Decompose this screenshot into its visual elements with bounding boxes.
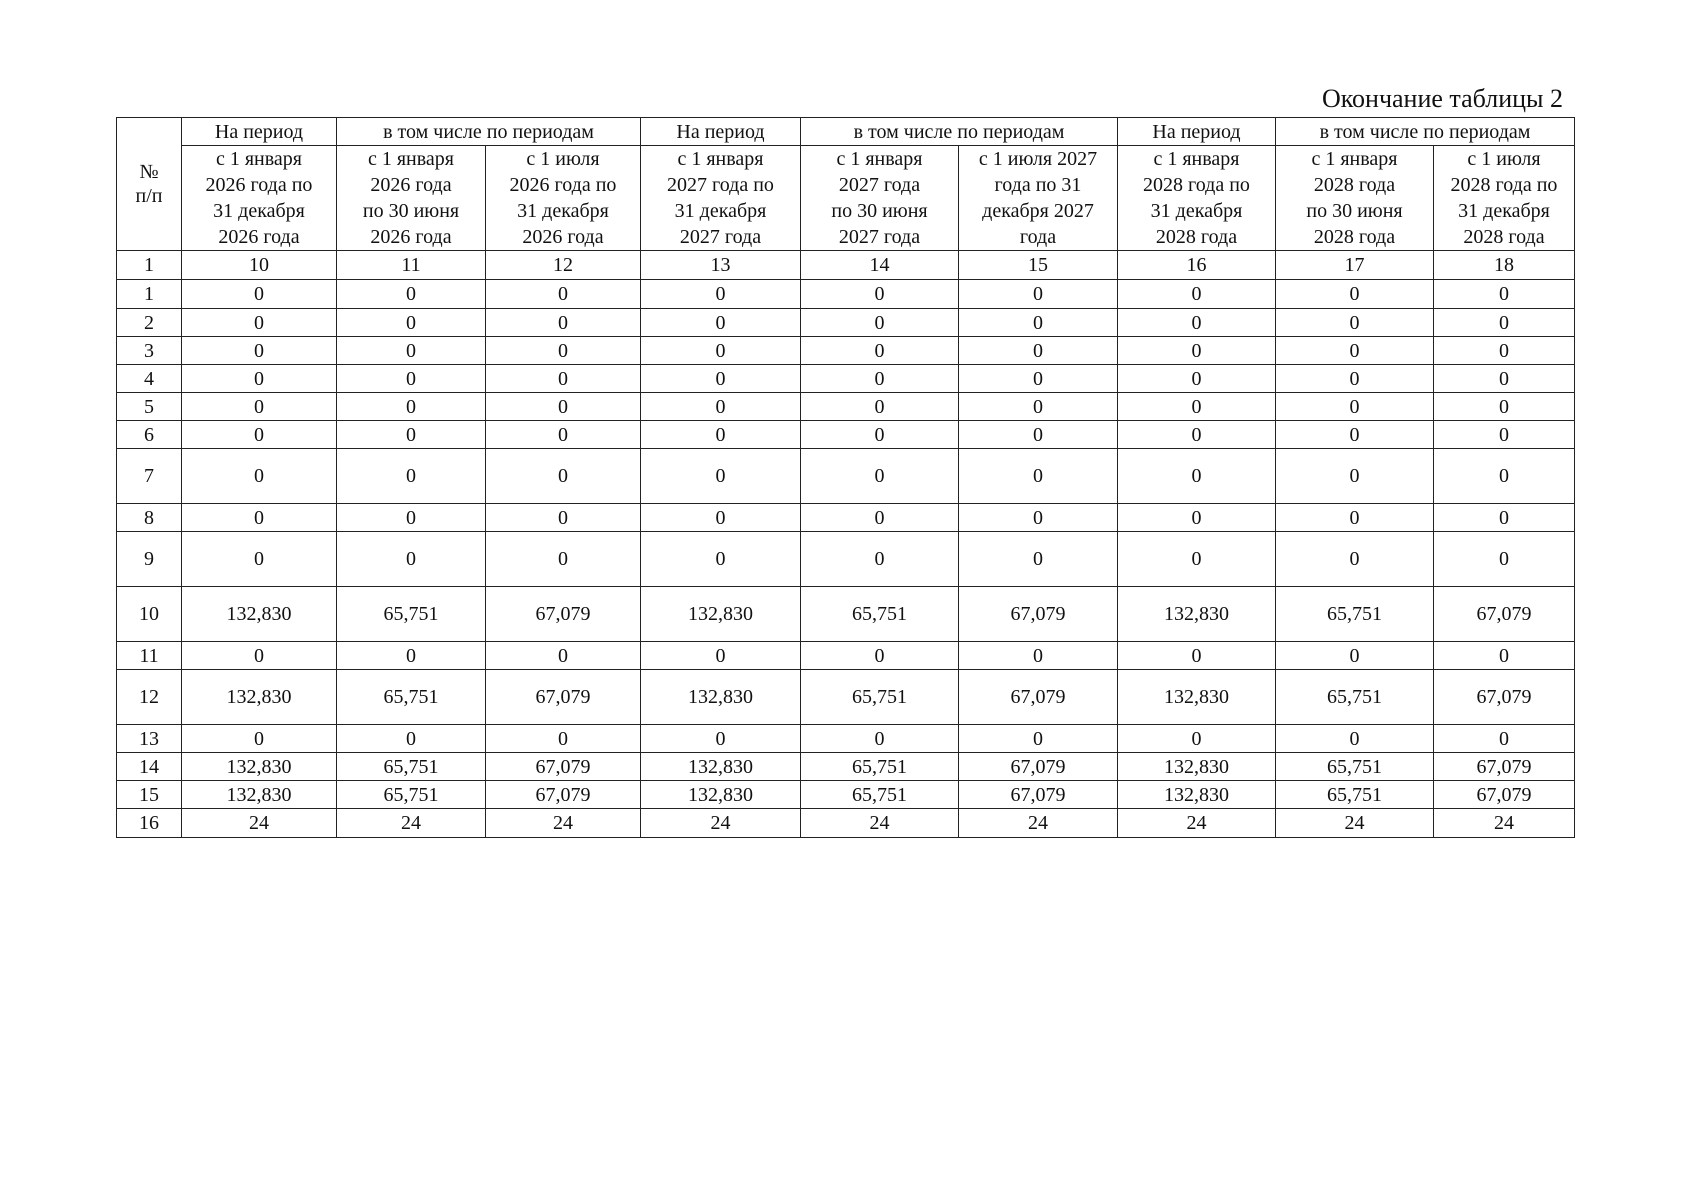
header-sub-title-2027: в том числе по периодам <box>801 118 1118 146</box>
value-cell: 132,830 <box>182 587 337 642</box>
column-number: 13 <box>641 251 801 280</box>
value-cell: 0 <box>801 337 959 365</box>
column-number: 12 <box>486 251 641 280</box>
column-number: 18 <box>1434 251 1575 280</box>
value-cell: 65,751 <box>1276 670 1434 725</box>
table-row <box>117 781 1575 809</box>
value-cell: 0 <box>959 642 1118 670</box>
header-line: с 1 июля <box>526 148 600 170</box>
value-cell: 0 <box>1118 725 1276 753</box>
header-line: 2027 года <box>838 174 921 196</box>
value-cell: 0 <box>1434 532 1575 587</box>
column-number: 16 <box>1118 251 1276 280</box>
header-line: 2026 года по <box>205 174 313 196</box>
header-2027-h1 <box>801 146 959 251</box>
value-cell: 65,751 <box>801 781 959 809</box>
header-line: по 30 июня <box>831 200 928 222</box>
value-cell: 0 <box>486 449 641 504</box>
value-cell: 132,830 <box>182 670 337 725</box>
row-number-cell: 5 <box>117 393 182 421</box>
value-cell: 0 <box>1118 449 1276 504</box>
value-cell: 65,751 <box>1276 753 1434 781</box>
value-cell: 67,079 <box>486 670 641 725</box>
value-cell: 0 <box>959 725 1118 753</box>
value-cell: 132,830 <box>1118 587 1276 642</box>
value-cell: 0 <box>486 337 641 365</box>
value-cell: 0 <box>1276 393 1434 421</box>
value-cell: 67,079 <box>1434 753 1575 781</box>
value-cell: 0 <box>182 280 337 309</box>
header-line: 31 декабря <box>517 200 609 222</box>
value-cell: 0 <box>801 504 959 532</box>
value-cell: 0 <box>1434 504 1575 532</box>
row-number-cell: 15 <box>117 781 182 809</box>
header-line: с 1 января <box>677 148 764 170</box>
value-cell: 0 <box>641 449 801 504</box>
value-cell: 0 <box>801 642 959 670</box>
value-cell: 65,751 <box>337 587 486 642</box>
table-body <box>117 280 1575 838</box>
header-num-col <box>117 118 182 251</box>
value-cell: 24 <box>641 809 801 838</box>
header-line: с 1 января <box>215 148 303 170</box>
table-row <box>117 365 1575 393</box>
value-cell: 0 <box>1118 642 1276 670</box>
value-cell: 132,830 <box>1118 670 1276 725</box>
value-cell: 65,751 <box>801 670 959 725</box>
value-cell: 0 <box>641 725 801 753</box>
value-cell: 0 <box>1434 393 1575 421</box>
value-cell: 132,830 <box>641 753 801 781</box>
header-line: 2026 года <box>522 226 604 248</box>
value-cell: 0 <box>1434 421 1575 449</box>
value-cell: 0 <box>1276 504 1434 532</box>
header-line: 2027 года <box>838 226 921 248</box>
value-cell: 65,751 <box>337 753 486 781</box>
value-cell: 0 <box>1276 421 1434 449</box>
value-cell: 0 <box>1276 449 1434 504</box>
value-cell: 0 <box>182 365 337 393</box>
value-cell: 132,830 <box>1118 781 1276 809</box>
table-caption: Окончание таблицы 2 <box>1321 84 1563 113</box>
value-cell: 0 <box>182 642 337 670</box>
value-cell: 65,751 <box>1276 587 1434 642</box>
value-cell: 132,830 <box>641 587 801 642</box>
value-cell: 65,751 <box>337 670 486 725</box>
row-number-cell: 9 <box>117 532 182 587</box>
value-cell: 0 <box>182 393 337 421</box>
row-number-cell: 12 <box>117 670 182 725</box>
header-total-2026 <box>182 146 337 251</box>
value-cell: 0 <box>801 280 959 309</box>
row-number-cell: 4 <box>117 365 182 393</box>
table-row <box>117 449 1575 504</box>
row-number-cell: 10 <box>117 587 182 642</box>
value-cell: 0 <box>182 725 337 753</box>
value-cell: 0 <box>641 421 801 449</box>
row-number-cell: 16 <box>117 809 182 838</box>
header-total-2026-top: На период <box>182 118 337 146</box>
value-cell: 67,079 <box>1434 781 1575 809</box>
value-cell: 0 <box>959 421 1118 449</box>
num-symbol: № <box>139 161 159 183</box>
value-cell: 0 <box>486 280 641 309</box>
column-number-row <box>117 251 1575 280</box>
header-total-2027 <box>641 146 801 251</box>
value-cell: 0 <box>337 280 486 309</box>
value-cell: 0 <box>182 449 337 504</box>
value-cell: 0 <box>1276 365 1434 393</box>
value-cell: 0 <box>959 504 1118 532</box>
header-line: 31 декабря <box>1150 200 1243 222</box>
row-number-cell: 14 <box>117 753 182 781</box>
value-cell: 24 <box>801 809 959 838</box>
header-line: 2026 года <box>370 174 452 196</box>
value-cell: 0 <box>337 365 486 393</box>
value-cell: 0 <box>337 642 486 670</box>
value-cell: 0 <box>486 642 641 670</box>
header-line: с 1 января <box>1153 148 1240 170</box>
value-cell: 65,751 <box>801 587 959 642</box>
value-cell: 0 <box>641 337 801 365</box>
table-row <box>117 809 1575 838</box>
value-cell: 24 <box>1434 809 1575 838</box>
value-cell: 24 <box>486 809 641 838</box>
row-number-cell: 1 <box>117 280 182 309</box>
value-cell: 67,079 <box>959 781 1118 809</box>
value-cell: 67,079 <box>1434 670 1575 725</box>
value-cell: 67,079 <box>1434 587 1575 642</box>
value-cell: 0 <box>959 280 1118 309</box>
header-total-2028 <box>1118 146 1276 251</box>
header-line: 2028 года <box>1313 226 1396 248</box>
value-cell: 0 <box>641 504 801 532</box>
value-cell: 0 <box>337 449 486 504</box>
value-cell: 0 <box>486 309 641 337</box>
value-cell: 0 <box>959 449 1118 504</box>
value-cell: 0 <box>337 532 486 587</box>
header-line: 31 декабря <box>213 200 305 222</box>
value-cell: 0 <box>1118 504 1276 532</box>
value-cell: 0 <box>337 337 486 365</box>
value-cell: 65,751 <box>801 753 959 781</box>
value-cell: 0 <box>1276 642 1434 670</box>
table-row <box>117 642 1575 670</box>
header-line: 2028 года <box>1313 174 1396 196</box>
value-cell: 0 <box>337 309 486 337</box>
value-cell: 0 <box>1118 309 1276 337</box>
column-number: 11 <box>337 251 486 280</box>
value-cell: 0 <box>641 309 801 337</box>
value-cell: 0 <box>1118 337 1276 365</box>
value-cell: 0 <box>486 504 641 532</box>
header-total-2028-top: На период <box>1118 118 1276 146</box>
value-cell: 67,079 <box>486 753 641 781</box>
value-cell: 24 <box>337 809 486 838</box>
value-cell: 0 <box>182 532 337 587</box>
header-line: 2028 года <box>1463 226 1545 248</box>
value-cell: 0 <box>337 725 486 753</box>
table-row <box>117 280 1575 309</box>
value-cell: 0 <box>486 532 641 587</box>
value-cell: 0 <box>959 365 1118 393</box>
value-cell: 67,079 <box>959 753 1118 781</box>
value-cell: 0 <box>486 725 641 753</box>
header-line: декабря 2027 <box>982 200 1094 222</box>
header-row-top <box>117 118 1575 146</box>
value-cell: 0 <box>959 393 1118 421</box>
value-cell: 0 <box>486 421 641 449</box>
value-cell: 0 <box>801 365 959 393</box>
header-line: по 30 июня <box>362 200 460 222</box>
row-number-cell: 13 <box>117 725 182 753</box>
value-cell: 0 <box>801 449 959 504</box>
value-cell: 0 <box>486 393 641 421</box>
header-row-sub <box>117 146 1575 251</box>
value-cell: 0 <box>337 504 486 532</box>
value-cell: 0 <box>1276 725 1434 753</box>
header-line: 2026 года <box>218 226 300 248</box>
value-cell: 0 <box>1118 421 1276 449</box>
value-cell: 0 <box>1434 725 1575 753</box>
value-cell: 0 <box>1118 280 1276 309</box>
header-total-2027-top: На период <box>641 118 801 146</box>
value-cell: 0 <box>1434 280 1575 309</box>
header-line: с 1 января <box>836 148 923 170</box>
header-line: с 1 января <box>367 148 455 170</box>
data-table <box>116 117 1575 838</box>
value-cell: 24 <box>1118 809 1276 838</box>
value-cell: 0 <box>182 337 337 365</box>
header-line: по 30 июня <box>1306 200 1403 222</box>
header-line: года <box>1019 226 1057 248</box>
header-line: с 1 июля <box>1467 148 1541 170</box>
value-cell: 0 <box>1118 532 1276 587</box>
table-row <box>117 532 1575 587</box>
row-number-cell: 7 <box>117 449 182 504</box>
value-cell: 132,830 <box>641 670 801 725</box>
value-cell: 24 <box>182 809 337 838</box>
header-sub-title-2026: в том числе по периодам <box>337 118 641 146</box>
header-2026-h1 <box>337 146 486 251</box>
value-cell: 0 <box>959 532 1118 587</box>
header-line: 2028 года по <box>1143 174 1250 196</box>
table-row <box>117 337 1575 365</box>
value-cell: 0 <box>182 504 337 532</box>
value-cell: 0 <box>1434 337 1575 365</box>
value-cell: 132,830 <box>641 781 801 809</box>
row-number-cell: 8 <box>117 504 182 532</box>
value-cell: 0 <box>641 393 801 421</box>
row-number-cell: 11 <box>117 642 182 670</box>
value-cell: 0 <box>1276 309 1434 337</box>
column-number: 15 <box>959 251 1118 280</box>
header-line: 2027 года <box>679 226 762 248</box>
value-cell: 0 <box>1434 365 1575 393</box>
value-cell: 0 <box>1276 337 1434 365</box>
value-cell: 0 <box>801 309 959 337</box>
header-line: 2028 года по <box>1450 174 1558 196</box>
value-cell: 24 <box>959 809 1118 838</box>
header-line: 2027 года по <box>667 174 774 196</box>
row-number-cell: 6 <box>117 421 182 449</box>
value-cell: 0 <box>182 421 337 449</box>
row-number-cell: 3 <box>117 337 182 365</box>
row-number-cell: 2 <box>117 309 182 337</box>
column-number: 10 <box>182 251 337 280</box>
value-cell: 0 <box>1276 532 1434 587</box>
column-number: 14 <box>801 251 959 280</box>
value-cell: 0 <box>959 309 1118 337</box>
table-row <box>117 587 1575 642</box>
value-cell: 0 <box>1118 365 1276 393</box>
column-number: 17 <box>1276 251 1434 280</box>
value-cell: 65,751 <box>1276 781 1434 809</box>
value-cell: 0 <box>1434 449 1575 504</box>
header-line: 2026 года <box>370 226 452 248</box>
value-cell: 65,751 <box>337 781 486 809</box>
value-cell: 0 <box>641 365 801 393</box>
value-cell: 132,830 <box>182 753 337 781</box>
column-number: 1 <box>117 251 182 280</box>
table-row <box>117 393 1575 421</box>
num-label: п/п <box>135 185 163 207</box>
value-cell: 0 <box>801 421 959 449</box>
value-cell: 67,079 <box>959 587 1118 642</box>
value-cell: 67,079 <box>486 781 641 809</box>
value-cell: 0 <box>641 642 801 670</box>
value-cell: 0 <box>337 393 486 421</box>
table-row <box>117 725 1575 753</box>
value-cell: 132,830 <box>182 781 337 809</box>
value-cell: 0 <box>337 421 486 449</box>
value-cell: 0 <box>1276 280 1434 309</box>
header-line: года по 31 <box>994 174 1082 196</box>
value-cell: 132,830 <box>1118 753 1276 781</box>
header-line: с 1 июля 2027 <box>978 148 1098 170</box>
table-row <box>117 753 1575 781</box>
value-cell: 0 <box>486 365 641 393</box>
table-row <box>117 421 1575 449</box>
table-row <box>117 670 1575 725</box>
header-line: 2028 года <box>1155 226 1238 248</box>
value-cell: 0 <box>801 725 959 753</box>
value-cell: 0 <box>641 532 801 587</box>
value-cell: 67,079 <box>486 587 641 642</box>
header-line: 2026 года по <box>509 174 617 196</box>
value-cell: 0 <box>1434 642 1575 670</box>
value-cell: 67,079 <box>959 670 1118 725</box>
header-sub-title-2028: в том числе по периодам <box>1276 118 1575 146</box>
header-line: с 1 января <box>1311 148 1398 170</box>
value-cell: 0 <box>641 280 801 309</box>
table-row <box>117 504 1575 532</box>
value-cell: 0 <box>1434 309 1575 337</box>
value-cell: 24 <box>1276 809 1434 838</box>
header-2028-h2 <box>1434 146 1575 251</box>
value-cell: 0 <box>801 532 959 587</box>
header-line: 31 декабря <box>674 200 767 222</box>
table-row <box>117 309 1575 337</box>
value-cell: 0 <box>959 337 1118 365</box>
header-2028-h1 <box>1276 146 1434 251</box>
header-2026-h2 <box>486 146 641 251</box>
value-cell: 0 <box>182 309 337 337</box>
value-cell: 0 <box>1118 393 1276 421</box>
header-line: 31 декабря <box>1458 200 1550 222</box>
header-2027-h2 <box>959 146 1118 251</box>
value-cell: 0 <box>801 393 959 421</box>
